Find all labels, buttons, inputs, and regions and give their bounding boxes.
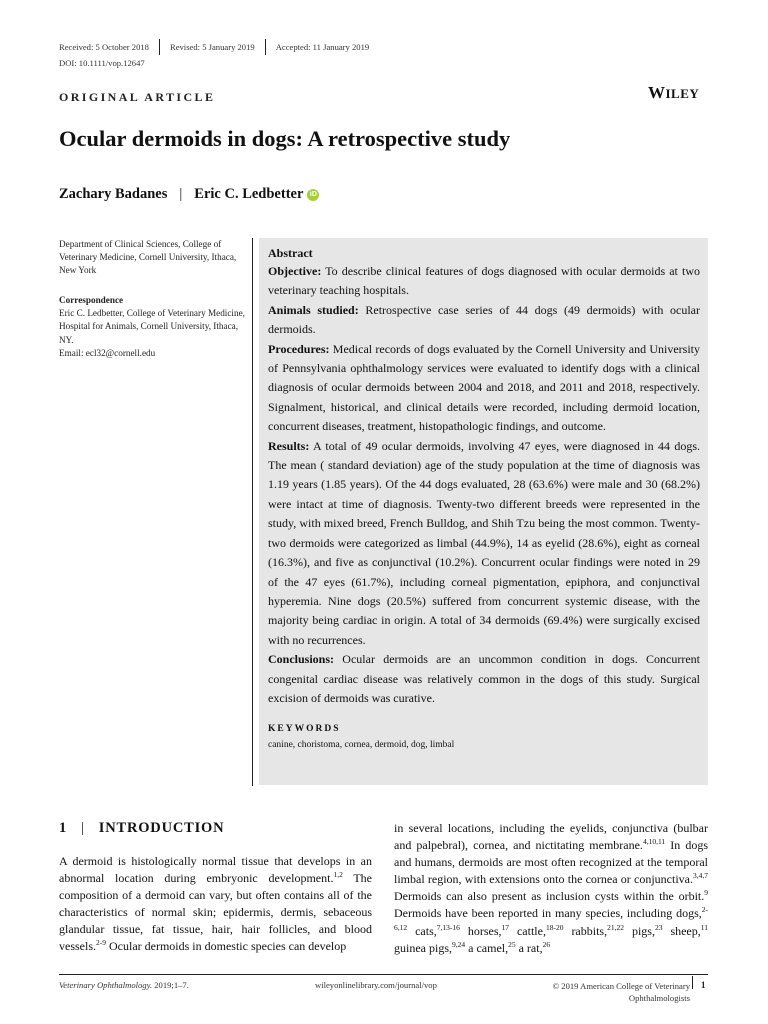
- citation-ref[interactable]: 1,2: [333, 870, 343, 880]
- citation-ref[interactable]: 21,22: [607, 922, 624, 932]
- citation-ref[interactable]: 18-20: [545, 922, 564, 932]
- section-number: 1: [59, 820, 68, 836]
- citation-ref[interactable]: 11: [700, 922, 708, 932]
- abstract-conclusions: [268, 650, 700, 708]
- doi[interactable]: DOI: 10.1111/vop.12647: [59, 58, 145, 68]
- revised-date: Revised: 5 January 2019: [169, 42, 255, 52]
- results-text: A total of 49 ocular dermoids, involving 47 eyes, were diagnosed in 44 dogs. The mean ( standard deviation) age of the study population at the time of diagnosis was 1.19 years (1.85 years). Of the 44 dogs evaluated, 28 (63.6%) were male and 30 (68.2%) were intact at time of diagnosis. Twenty-two different breeds were represented in the study, with mixed breed, French Bulldog, and Shih Tzu being the most common. Twenty-two dermoids were categorized as limbal (44.9%), 14 as eyelid (28.6%), eight as corneal (16.3%), and five as conjunctival (10.2%). Concurrent ocular findings were noted in 29 of the 47 eyes (61.7%), including corneal pigmentation, epiphora, and conjunctival hyperemia. Nine dogs (20.5%) suffered from concurrent systemic disease, with the majority being cardiac in origin. A total of 34 dermoids (69.4%) were surgically excised with no recurrences.: [268, 438, 700, 647]
- author-name[interactable]: Eric C. Ledbetter: [194, 186, 304, 202]
- body-text: Dermoids have been reported in many species, including dogs,: [394, 906, 702, 921]
- correspondence: [59, 294, 247, 360]
- body-text: In dogs and humans, dermoids are most often recognized at the temporal limbal region, with extensions onto the cornea or conjunctiva.: [394, 838, 708, 887]
- date-divider: [159, 39, 160, 55]
- article-title: Ocular dermoids in dogs: A retrospective study: [59, 126, 511, 151]
- body-text: sheep,: [662, 923, 701, 938]
- publisher-logo: [648, 83, 699, 103]
- body-text: guinea pigs,: [394, 940, 452, 955]
- body-text: a rat,: [515, 940, 543, 955]
- body-text: A dermoid is histologically normal tissue that develops in an abnormal location during embryonic development.: [59, 854, 372, 886]
- procedures-label: Procedures:: [268, 341, 330, 356]
- animals-text: Retrospective case series of 44 dogs (49 dermoids) with ocular dermoids.: [268, 302, 700, 337]
- citation-ref[interactable]: 26: [542, 939, 551, 949]
- author-separator: |: [179, 186, 183, 202]
- page-number: 1: [701, 980, 706, 990]
- body-text: rabbits,: [563, 923, 608, 938]
- orcid-icon[interactable]: iD: [307, 189, 319, 201]
- article-dates: [59, 39, 369, 55]
- citation-ref[interactable]: 17: [501, 922, 510, 932]
- correspondence-address: Eric C. Ledbetter, College of Veterinary Medicine, Hospital for Animals, Cornell University, Ithaca, NY.: [59, 308, 245, 345]
- citation-ref[interactable]: 7,13-16: [436, 922, 460, 932]
- body-text: pigs,: [623, 923, 655, 938]
- citation-ref[interactable]: 2-6,12: [394, 905, 708, 932]
- abstract-animals: [268, 301, 700, 340]
- footer-copyright: © 2019 American College of Veterinary Ophthalmologists: [552, 981, 690, 1003]
- author-name[interactable]: Zachary Badanes: [59, 186, 168, 202]
- received-date: Received: 5 October 2018: [59, 42, 149, 52]
- footer-journal-url[interactable]: wileyonlinelibrary.com/journal/vop: [315, 980, 437, 990]
- correspondence-email[interactable]: Email: ecl32@cornell.edu: [59, 347, 156, 358]
- citation-ref[interactable]: 25: [508, 939, 516, 949]
- citation-ref[interactable]: 9: [704, 888, 708, 898]
- accepted-date: Accepted: 11 January 2019: [275, 42, 370, 52]
- abstract-objective: [268, 262, 700, 301]
- procedures-text: Medical records of dogs evaluated by the Cornell University and University of Pennsylvania ophthalmology services were evaluated to identify dogs with a clinical diagnosis of ocular dermoids between 2004 and 2018, and 2011 and 2018, respectively. Signalment, historical, and clinical details were recorded, including dermoid location, concurrent diseases, treatment, histopathologic findings, and outcome.: [268, 341, 700, 434]
- abstract-results: [268, 437, 700, 650]
- body-text: a camel,: [465, 940, 509, 955]
- affiliation: Department of Clinical Sciences, College of Veterinary Medicine, Cornell University, Ithaca, New York: [59, 239, 237, 276]
- conclusions-text: Ocular dermoids are an uncommon condition in dogs. Concurrent congenital cardiac disease was relatively common in the dogs of this study. Surgical excision of dermoids was curative.: [268, 652, 700, 705]
- keywords-heading: KEYWORDS: [268, 724, 341, 735]
- citation-ref[interactable]: 23: [654, 922, 663, 932]
- citation-ref[interactable]: 4,10,11: [642, 837, 666, 847]
- abstract-procedures: [268, 340, 700, 437]
- footer-divider: [692, 976, 693, 989]
- body-text: Dermoids can also present as inclusion cysts within the orbit.: [394, 889, 705, 904]
- objective-label: Objective:: [268, 264, 322, 278]
- body-text: cats,: [407, 923, 437, 938]
- author-list: [59, 186, 319, 203]
- journal-name: Veterinary Ophthalmology.: [59, 980, 153, 990]
- body-text: The composition of a dermoid can vary, but often contains all of the characteristics of normal skin; epidermis, dermis, sebaceous glandular tissue, fat tissue, hair, hair follicles, and blood vessels.: [59, 871, 372, 954]
- footer-rule: [59, 974, 708, 975]
- objective-text: To describe clinical features of dogs diagnosed with ocular dermoids at two veterinary teaching hospitals.: [268, 264, 700, 298]
- body-text: Ocular dermoids in domestic species can develop: [106, 939, 347, 954]
- results-label: Results:: [268, 438, 310, 453]
- publisher-logo-text: WILEY: [648, 83, 700, 102]
- body-text-right-column: [394, 820, 708, 957]
- correspondence-heading: Correspondence: [59, 295, 124, 305]
- conclusions-label: Conclusions:: [268, 652, 335, 667]
- citation-ref[interactable]: 9,24: [452, 939, 466, 949]
- journal-volume: 2019;1–7.: [152, 980, 189, 990]
- date-divider: [265, 39, 266, 55]
- keywords-list: canine, choristoma, cornea, dermoid, dog, limbal: [268, 740, 455, 751]
- body-text-left-column: [59, 853, 372, 956]
- body-text: cattle,: [509, 923, 546, 938]
- article-type-label: ORIGINAL ARTICLE: [59, 90, 216, 104]
- column-divider: [252, 238, 253, 786]
- body-text: horses,: [459, 923, 502, 938]
- body-text: in several locations, including the eyelids, conjunctiva (bulbar and palpebral), cornea, and nictitating membrane.: [394, 821, 708, 853]
- animals-label: Animals studied:: [268, 302, 359, 317]
- section-heading: [59, 820, 224, 837]
- abstract-box: [259, 238, 708, 785]
- section-separator: |: [81, 820, 85, 836]
- citation-ref[interactable]: 3,4,7: [693, 871, 708, 881]
- section-title: INTRODUCTION: [98, 820, 225, 836]
- footer-journal-citation: [59, 980, 189, 990]
- abstract-heading: Abstract: [268, 246, 313, 260]
- citation-ref[interactable]: 2-9: [96, 938, 106, 948]
